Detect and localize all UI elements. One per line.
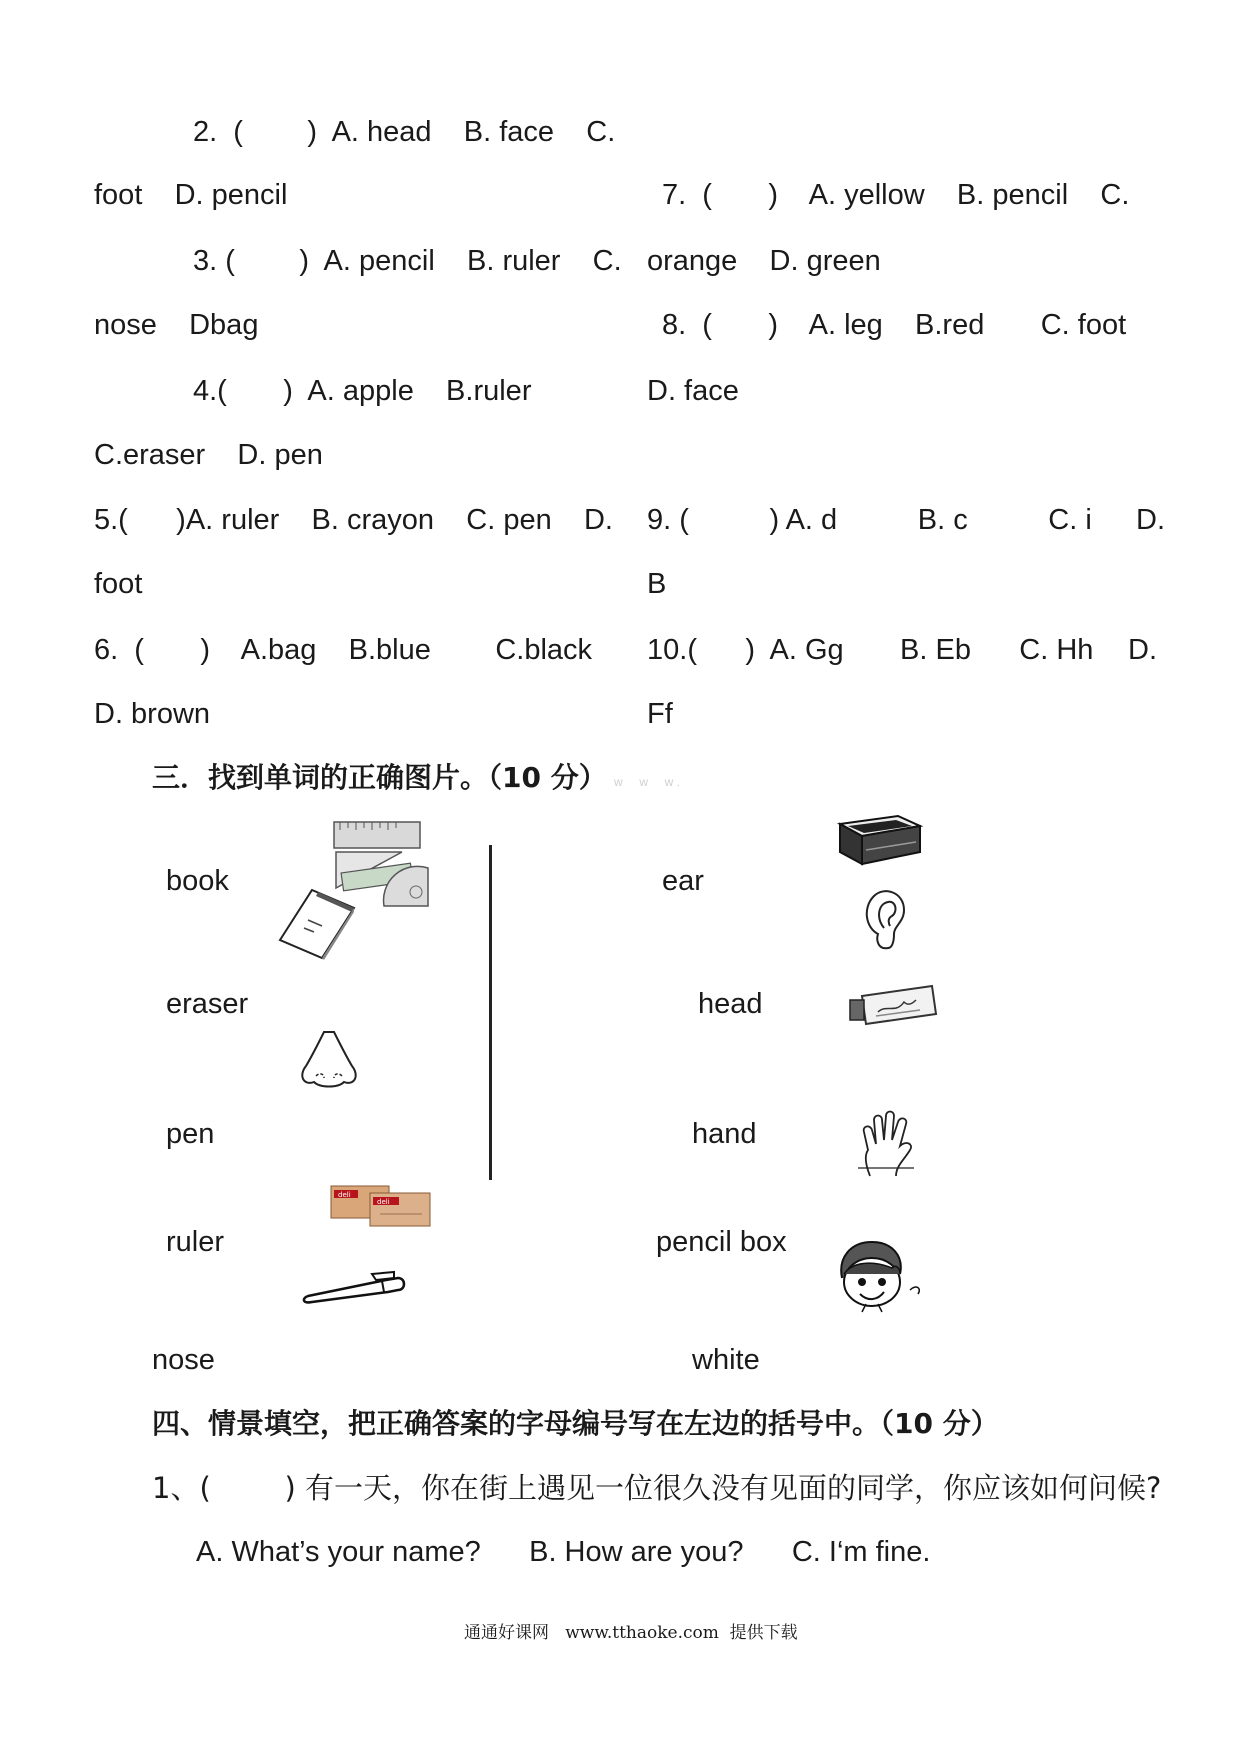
- word-eraser: eraser: [166, 988, 249, 1020]
- pen-icon: [302, 1268, 408, 1306]
- word-pencil-box: pencil box: [656, 1226, 787, 1258]
- word-nose: nose: [152, 1344, 215, 1376]
- q10-line2: Ff: [647, 698, 673, 730]
- q5-line1: 5.( )A. ruler B. crayon C. pen D.: [94, 504, 613, 536]
- q10-option-d: D.: [1128, 634, 1157, 666]
- q8-line2: D. face: [647, 375, 739, 407]
- svg-text:deli: deli: [338, 1191, 351, 1199]
- section4-heading: 四、情景填空，把正确答案的字母编号写在左边的括号中。（10 分）: [152, 1407, 999, 1440]
- word-pen: pen: [166, 1118, 215, 1150]
- column-divider: [489, 845, 492, 1180]
- word-head: head: [698, 988, 763, 1020]
- pencil-box-icon: [836, 814, 926, 870]
- q4-line2: C.eraser D. pen: [94, 439, 323, 471]
- q3-line2: nose Dbag: [94, 309, 259, 341]
- book-icon: [278, 888, 356, 960]
- q2-line2: foot D. pencil: [94, 179, 288, 211]
- q2-line1: 2. ( ) A. head B. face C.: [193, 116, 616, 148]
- word-ruler: ruler: [166, 1226, 225, 1258]
- page-footer: 通通好课网 www.tthaoke.com 提供下载: [464, 1623, 798, 1643]
- q6-line1: 6. ( ) A.bag B.blue C.black: [94, 634, 593, 666]
- nose-icon: [298, 1028, 360, 1090]
- q4-line1: 4.( ) A. apple B.ruler: [193, 375, 532, 407]
- q7-line1: 7. ( ) A. yellow B. pencil C.: [662, 179, 1130, 211]
- q8-line1: 8. ( ) A. leg B.red C. foot: [662, 309, 1127, 341]
- q9-line2: B: [647, 568, 667, 600]
- svg-text:deli: deli: [377, 1198, 390, 1206]
- ear-icon: [858, 888, 910, 954]
- paint-tube-icon: [846, 984, 938, 1030]
- q5-line2: foot: [94, 568, 143, 600]
- q10-line1: 10.( ) A. Gg B. Eb C. Hh: [647, 634, 1094, 666]
- q9-line1: 9. ( ) A. d B. c C. i: [647, 504, 1092, 536]
- boy-head-icon: [832, 1238, 926, 1314]
- q6-line2: D. brown: [94, 698, 211, 730]
- hand-icon: [856, 1110, 916, 1180]
- word-hand: hand: [692, 1118, 757, 1150]
- watermark-text: w w w .: [614, 775, 681, 789]
- q9-option-d: D.: [1136, 504, 1165, 536]
- section4-q1: 1、( ) 有一天，你在街上遇见一位很久没有见面的同学，你应该如何问候?: [152, 1471, 1162, 1505]
- word-ear: ear: [662, 865, 704, 897]
- q3-line1: 3. ( ) A. pencil B. ruler C.: [193, 245, 622, 277]
- word-white: white: [692, 1344, 760, 1376]
- section3-heading: 三．找到单词的正确图片。（10 分）: [152, 761, 607, 794]
- eraser-icon: [330, 1184, 432, 1228]
- q7-line2: orange D. green: [647, 245, 881, 277]
- section4-q1-options: A. What’s your name? B. How are you? C. I‘m fine.: [196, 1536, 931, 1568]
- word-book: book: [166, 865, 229, 897]
